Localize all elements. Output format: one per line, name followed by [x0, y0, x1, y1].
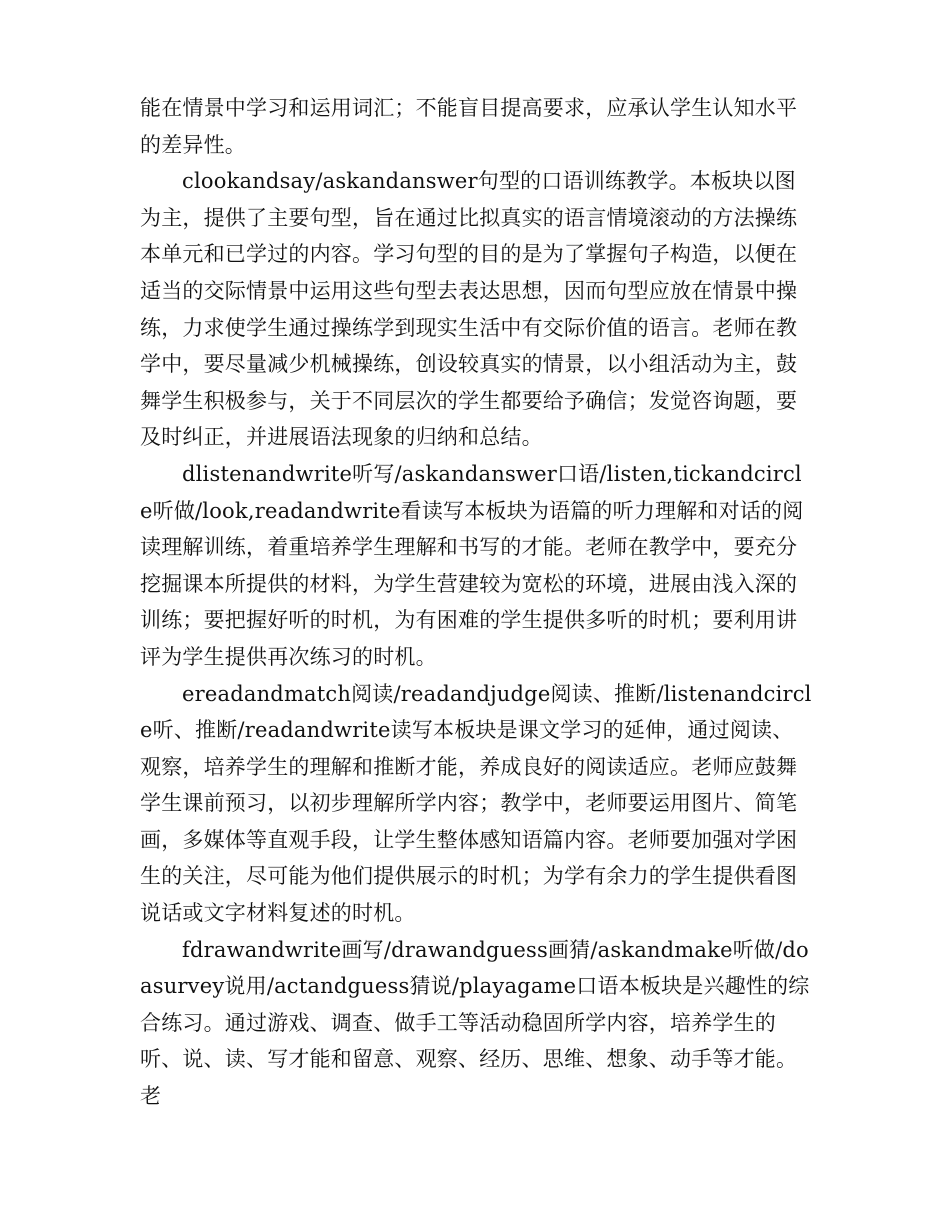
paragraph-listen-and-write: dlistenandwrite听写/askandanswer口语/listen,tickandcircle听做/look,readandwrite看读写本板块为语篇的听力理解和对话的阅读理解训练，着重培养学生理解和书写的才能。老师在教学中，要充分挖掘课本所提供的材料，为学生营建较为宽松的环境，进展由浅入深的训练；要把握好听的时机，为有困难的学生提供多听的时机；要利用讲评为学生提供再次练习的时机。: [140, 461, 804, 669]
paragraph-draw-and-write: fdrawandwrite画写/drawandguess画猜/askandmake听做/doasurvey说用/actandguess猜说/playagame口语本板块是兴趣性的综合练习。通过游戏、调查、做手工等活动稳固所学内容，培养学生的听、说、读、写才能和留意、观察、经历、思维、想象、动手等才能。老: [140, 937, 810, 1109]
paragraph-read-and-match: ereadandmatch阅读/readandjudge阅读、推断/listenandcircle听、推断/readandwrite读写本板块是课文学习的延伸，通过阅读、观察，培养学生的理解和推断才能，养成良好的阅读适应。老师应鼓舞学生课前预习，以初步理解所学内容；教学中，老师要运用图片、简笔画，多媒体等直观手段，让学生整体感知语篇内容。老师要加强对学困生的关注，尽可能为他们提供展示的时机；为学有余力的学生提供看图说话或文字材料复述的时机。: [140, 681, 812, 926]
paragraph-look-and-say: clookandsay/askandanswer句型的口语训练教学。本板块以图为主，提供了主要句型，旨在通过比拟真实的语言情境滚动的方法操练本单元和已学过的内容。学习句型的目的是为了掌握句子构造，以便在适当的交际情景中运用这些句型去表达思想，因而句型应放在情景中操练，力求使学生通过操练学到现实生活中有交际价值的语言。老师在教学中，要尽量减少机械操练，创设较真实的情景，以小组活动为主，鼓舞学生积极参与，关于不同层次的学生都要给予确信；发觉咨询题，要及时纠正，并进展语法现象的归纳和总结。: [140, 169, 798, 450]
document-body: [140, 90, 812, 1115]
paragraph-vocabulary-note: 能在情景中学习和运用词汇；不能盲目提高要求，应承认学生认知水平的差异性。: [140, 96, 798, 157]
